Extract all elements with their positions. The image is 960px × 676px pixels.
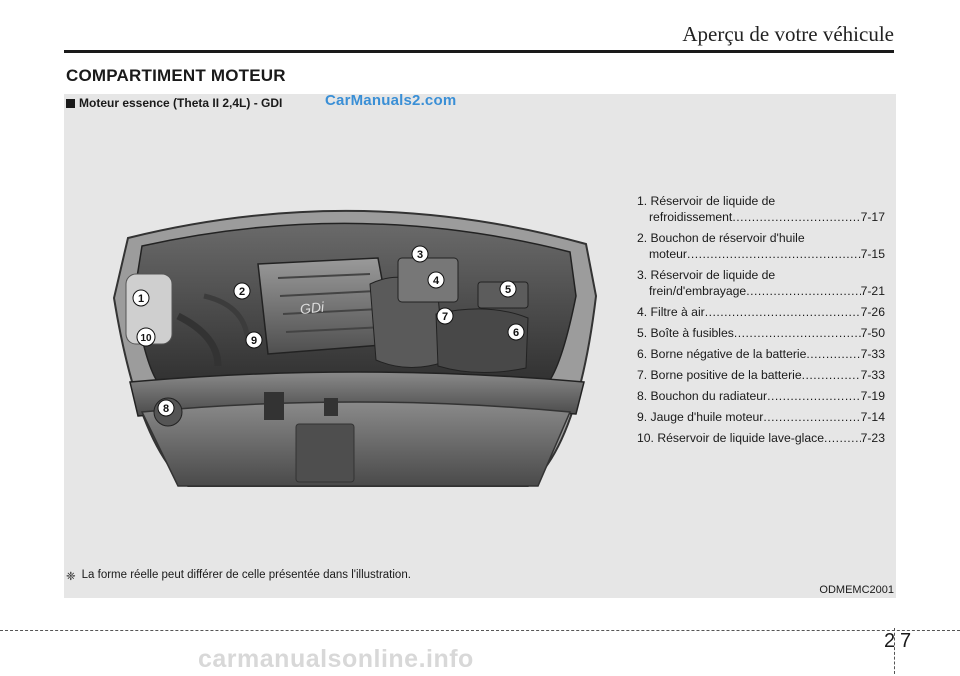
legend-item [637, 430, 885, 446]
illustration-note [66, 569, 411, 583]
figure-code: ODMEMC2001 [819, 584, 894, 596]
legend-label: 2. Bouchon de réservoir d'huile [637, 231, 805, 245]
legend-label: 10. Réservoir de liquide lave-glace [637, 431, 824, 445]
legend-page: 7-33 [860, 368, 885, 382]
gdi-badge-text: GDi [299, 298, 325, 318]
legend-label: 5. Boîte à fusibles [637, 326, 734, 340]
legend-label: 3. Réservoir de liquide de [637, 268, 776, 282]
legend-label: 4. Filtre à air [637, 305, 705, 319]
legend-label-cont: frein/d'embrayage [649, 284, 747, 298]
callout-4: 4 [432, 275, 440, 287]
site-watermark-link[interactable]: carmanualsonline.info [198, 645, 474, 673]
component-legend [637, 193, 885, 451]
legend-item [637, 409, 885, 425]
legend-label: 8. Bouchon du radiateur [637, 389, 768, 403]
note-text: La forme réelle peut différer de celle présentée dans l'illustration. [81, 569, 411, 581]
legend-item [637, 346, 885, 362]
legend-item [637, 193, 885, 225]
header-rule [64, 50, 894, 53]
legend-page: 7-17 [860, 210, 885, 224]
legend-item [637, 267, 885, 299]
note-symbol-icon: ❈ [66, 571, 76, 583]
section-number: 2 [884, 630, 896, 652]
callout-9: 9 [250, 335, 258, 347]
legend-page: 7-26 [860, 305, 885, 319]
header-title: Aperçu de votre véhicule [682, 22, 894, 46]
square-bullet-icon [66, 99, 75, 108]
callout-6: 6 [512, 327, 520, 339]
legend-item [637, 304, 885, 320]
legend-page: 7-19 [860, 389, 885, 403]
legend-label: 9. Jauge d'huile moteur [637, 410, 764, 424]
legend-label: 7. Borne positive de la batterie [637, 368, 802, 382]
legend-page: 7-21 [860, 284, 885, 298]
section-title: COMPARTIMENT MOTEUR [66, 66, 286, 85]
callout-5: 5 [504, 284, 512, 296]
callout-8: 8 [162, 403, 170, 415]
footer-rule [0, 630, 960, 631]
legend-item [637, 388, 885, 404]
page-number: 7 [900, 630, 912, 652]
legend-label-cont: moteur [649, 247, 687, 261]
figure-subtitle [66, 96, 282, 110]
legend-item [637, 230, 885, 262]
callout-2: 2 [238, 286, 246, 298]
legend-label: 6. Borne négative de la batterie [637, 347, 807, 361]
callout-10: 10 [140, 333, 152, 344]
legend-item [637, 367, 885, 383]
callout-3: 3 [416, 249, 424, 261]
legend-item [637, 325, 885, 341]
legend-label-cont: refroidissement [649, 210, 733, 224]
callout-1: 1 [137, 293, 145, 305]
legend-page: 7-23 [860, 431, 885, 445]
legend-page: 7-50 [860, 326, 885, 340]
legend-page: 7-15 [860, 247, 885, 261]
figure-subtitle-text: Moteur essence (Theta II 2,4L) - GDI [79, 96, 283, 110]
engine-bay-illustration [108, 186, 608, 506]
callout-7: 7 [441, 311, 449, 323]
legend-page: 7-14 [860, 410, 885, 424]
legend-label: 1. Réservoir de liquide de [637, 194, 776, 208]
legend-page: 7-33 [860, 347, 885, 361]
watermark-link[interactable]: CarManuals2.com [325, 92, 457, 109]
